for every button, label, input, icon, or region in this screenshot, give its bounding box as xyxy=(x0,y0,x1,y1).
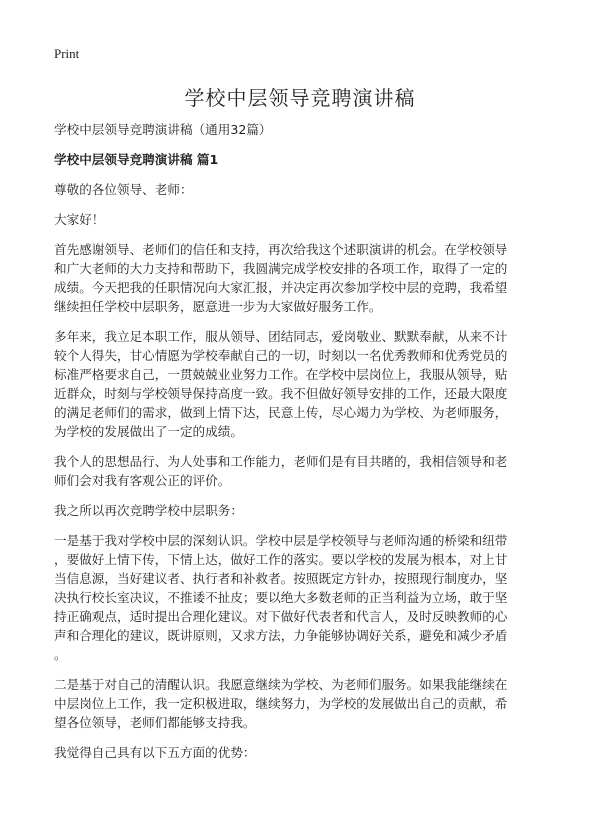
paragraph-line: 当信息源，当好建议者、执行者和补救者。按照既定方针办，按照现行制度办，坚 xyxy=(54,571,508,586)
document-body xyxy=(54,120,554,773)
paragraph xyxy=(54,743,554,762)
paragraph-line: 的满足老师们的需求，做到上情下达，民意上传，尽心竭力为学校、为老师服务， xyxy=(54,405,508,420)
paragraph-line: 我之所以再次竞聘学校中层职务： xyxy=(54,503,243,518)
paragraph-line: 首先感谢领导、老师们的信任和支持，再次给我这个述职演讲的机会。在学校领导 xyxy=(54,242,508,257)
document-title: 学校中层领导竞聘演讲稿 xyxy=(184,88,416,110)
paragraph-line: 较个人得失，甘心情愿为学校奉献自己的一切，时刻以一名优秀教师和优秀党员的 xyxy=(54,348,508,363)
paragraph-line: 多年来，我立足本职工作，服从领导、团结同志，爱岗敬业、默默奉献，从来不计 xyxy=(54,329,508,344)
paragraph-line: 师们会对我有客观公正的评价。 xyxy=(54,473,231,488)
paragraphs xyxy=(54,180,554,762)
paragraph-line: 为学校的发展做出了一定的成绩。 xyxy=(54,424,243,439)
paragraph-line: 我觉得自己具有以下五方面的优势： xyxy=(54,745,256,760)
paragraph-line: 一是基于我对学校中层的深刻认识。学校中层是学校领导与老师沟通的桥梁和纽带 xyxy=(54,533,508,548)
paragraph xyxy=(54,452,554,490)
paragraph xyxy=(54,501,554,520)
paragraph-line: 决执行校长室决议，不推诿不扯皮；要以绝大多数老师的正当利益为立场，敢于坚 xyxy=(54,590,508,605)
paragraph xyxy=(54,240,554,316)
paragraph xyxy=(54,531,554,664)
paragraph-line: ，要做好上情下传，下情上达，做好工作的落实。要以学校的发展为根本，对上甘 xyxy=(54,552,508,567)
paragraph-line: 尊敬的各位领导、老师： xyxy=(54,182,193,197)
paragraph xyxy=(54,210,554,229)
paragraph-line: 继续担任学校中层职务，愿意进一步为大家做好服务工作。 xyxy=(54,299,382,314)
paragraph-line: 和广大老师的大力支持和帮助下，我圆满完成学校安排的各项工作，取得了一定的 xyxy=(54,261,508,276)
paragraph-line: 我个人的思想品行、为人处事和工作能力，老师们是有目共睹的，我相信领导和老 xyxy=(54,454,508,469)
paragraph-line: 望各位领导，老师们都能够支持我。 xyxy=(54,715,256,730)
print-link[interactable]: Print xyxy=(54,46,80,61)
paragraph xyxy=(54,675,554,732)
paragraph-line: 成绩。今天把我的任职情况向大家汇报，并决定再次参加学校中层的竞聘，我希望 xyxy=(54,280,508,295)
subtitle xyxy=(54,120,554,139)
subtitle-text: 学校中层领导竞聘演讲稿（通用32篇） xyxy=(54,122,272,137)
paragraph xyxy=(54,327,554,441)
paragraph-line: 声和合理化的建议，既讲原则，又求方法，力争能够协调好关系，避免和减少矛盾 xyxy=(54,628,508,643)
section-heading xyxy=(54,150,554,169)
paragraph-line: 近群众，时刻与学校领导保持高度一致。我不但做好领导安排的工作，还最大限度 xyxy=(54,386,508,401)
paragraph-line: 二是基于对自己的清醒认识。我愿意继续为学校、为老师们服务。如果我能继续在 xyxy=(54,677,508,692)
paragraph-line: 持正确观点，适时提出合理化建议。对下做好代表者和代言人，及时反映教师的心 xyxy=(54,609,508,624)
paragraph-line: 标准严格要求自己，一贯兢兢业业努力工作。在学校中层岗位上，我服从领导，贴 xyxy=(54,367,508,382)
paragraph xyxy=(54,180,554,199)
paragraph-line: 。 xyxy=(54,647,67,662)
paragraph-line: 大家好！ xyxy=(54,212,105,227)
section-heading-text: 学校中层领导竞聘演讲稿 篇1 xyxy=(54,152,219,167)
paragraph-line: 中层岗位上工作，我一定积极进取，继续努力，为学校的发展做出自己的贡献，希 xyxy=(54,696,508,711)
